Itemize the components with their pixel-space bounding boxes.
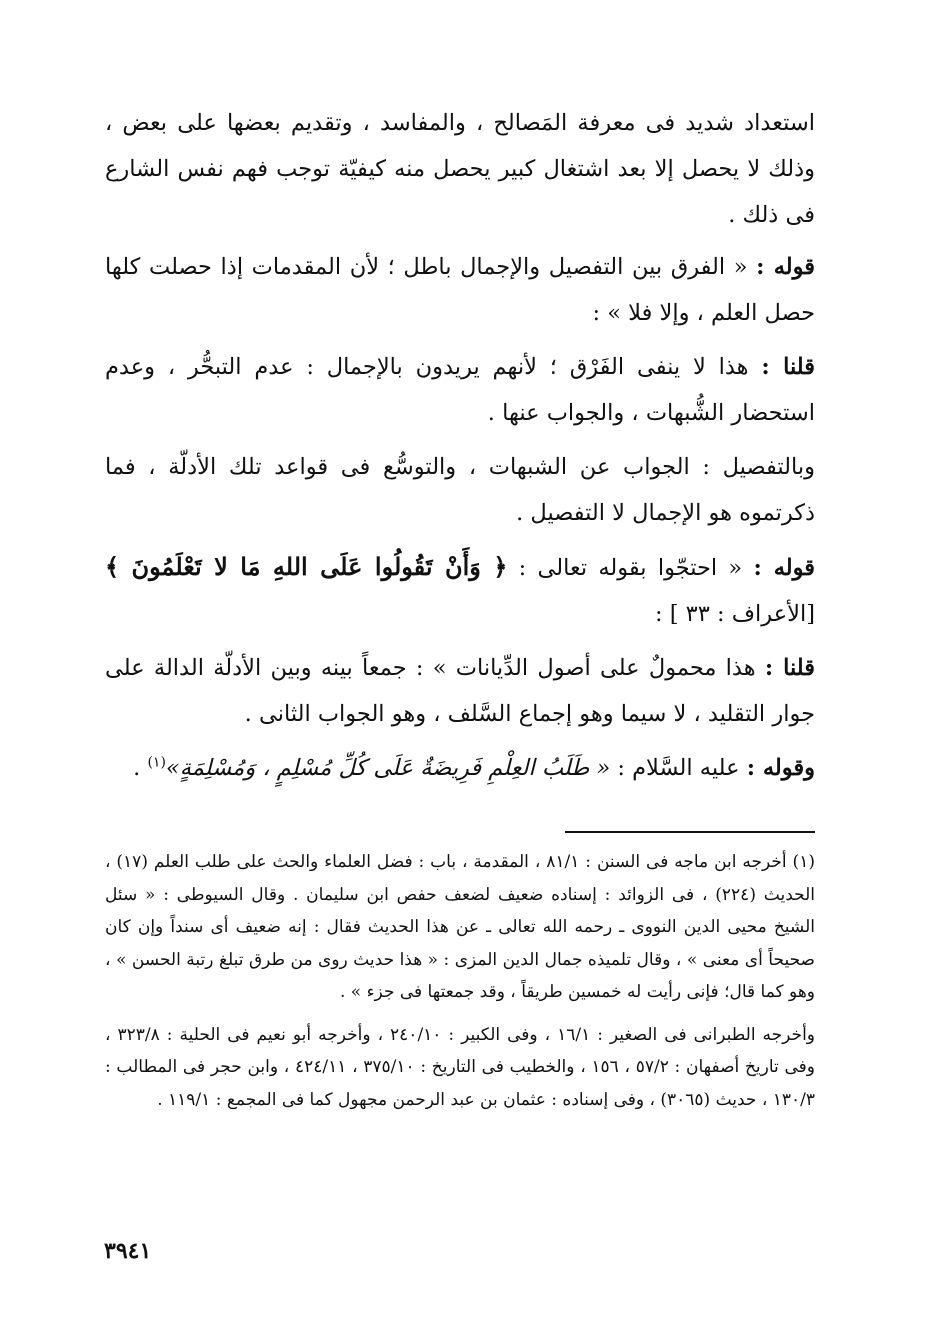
paragraph-6: [105, 645, 815, 737]
main-text-block: [105, 100, 815, 799]
paragraph-2: [105, 244, 815, 336]
paragraph-4: وبالتفصيل : الجواب عن الشبهات ، والتوسُّع فى قواعد تلك الأدلّة ، فما ذكرتموه هو الإجمال لا التفصيل .: [105, 454, 815, 526]
paragraph-label: قلنا :: [764, 655, 815, 681]
page-number: ٣٩٤١: [104, 1238, 152, 1264]
paragraph-label: قوله :: [753, 555, 816, 581]
paragraph-text: « الفرق بين التفصيل والإجمال باطل ؛ لأن المقدمات إذا حصلت كلها حصل العلم ، وإلا فلا » :: [105, 254, 815, 326]
sentence-end: .: [133, 755, 141, 781]
paragraph-label: وقوله :: [746, 755, 815, 781]
paragraph-label: قوله :: [756, 254, 815, 280]
paragraph-1: استعداد شديد فى معرفة المَصالح ، والمفاسد ، وتقديم بعضها على بعض ، وذلك لا يحصل إلا بعد اشتغال كبير يحصل منه كيفيّة توجب فهم نفس الشارع فى ذلك .: [105, 110, 815, 228]
footnote-1: (١) أخرجه ابن ماجه فى السنن : ٨١/١ ، المقدمة ، باب : فضل العلماء والحث على طلب العلم (١٧) ، الحديث (٢٢٤) ، فى الزوائد : إسناده ضعيف لضعف حفص ابن سليمان . وقال السيوطى : « سئل الشيخ محيى الدين النووى ـ رحمه الله تعالى ـ عن هذا الحديث فقال : إنه ضعيف أى سنداً وإن كان صحيحاً أى معنى » ، وقال تلميذه جمال الدين المزى : « هذا حديث روى من طرق تبلغ رتبة الحسن » ، وهو كما قال؛ فإنى رأيت له خمسين طريقاً ، وقد جمعتها فى جزء » .: [105, 852, 815, 1002]
footnote-marker[interactable]: (١): [147, 754, 166, 771]
paragraph-text: « احتجّوا بقوله تعالى :: [518, 555, 743, 581]
verse-reference: [الأعراف : ٣٣ ] :: [654, 601, 815, 627]
paragraph-text: هذا محمولٌ على أصول الدِّيانات » : جمعاً بينه وبين الأدلّة الدالة على جوار التقليد ، لا سيما وهو إجماع السَّلف ، وهو الجواب الثانى .: [105, 655, 815, 727]
paragraph-3: [105, 344, 815, 436]
paragraph-text: عليه السَّلام :: [617, 755, 740, 781]
footnote-1-continued: وأخرجه الطبرانى فى الصغير : ١٦/١ ، وفى الكبير : ٢٤٠/١٠ ، وأخرجه أبو نعيم فى الحلية : ٣٢٣/٨ ، وفى تاريخ أصفهان : ٥٧/٢ ، ١٥٦ ، والخطيب فى التاريخ : ٣٧٥/١٠ ، ٤٢٤/١١ ، وابن حجر فى المطالب : ١٣٠/٣ ، حديث (٣٠٦٥) ، وفى إسناده : عثمان بن عبد الرحمن مجهول كما فى المجمع : ١١٩/١ .: [105, 1024, 815, 1110]
footnotes-block: [105, 846, 815, 1126]
hadith-quote: « طَلَبُ العِلْمِ فَرِيضَةٌ عَلَى كُلِّ مُسْلِمٍ ، وَمُسْلِمَةٍ»: [165, 755, 611, 781]
quran-verse: ﴿ وَأَنْ تَقُولُوا عَلَى اللهِ مَا لا تَعْلَمُونَ ﴾: [105, 552, 508, 581]
footnote-separator: [565, 831, 815, 833]
paragraph-text: هذا لا ينفى الفَرْق ؛ لأنهم يريدون بالإجمال : عدم التبحُّر ، وعدم استحضار الشُّبهات ، والجواب عنها .: [105, 354, 815, 426]
paragraph-5: [105, 544, 815, 637]
paragraph-label: قلنا :: [761, 354, 815, 380]
paragraph-7: [105, 745, 815, 791]
